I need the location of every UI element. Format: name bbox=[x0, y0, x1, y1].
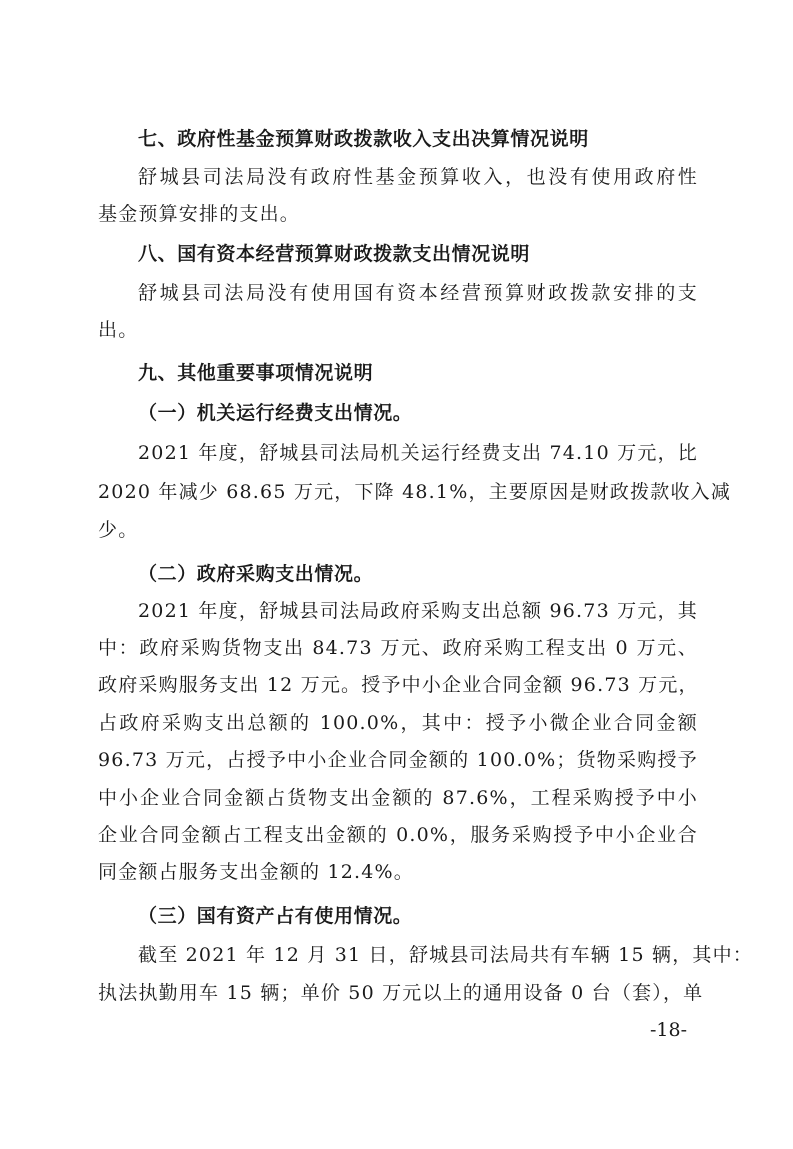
section-heading: （三）国有资产占有使用情况。 bbox=[138, 905, 413, 927]
paragraph-line: 少。 bbox=[98, 519, 139, 541]
paragraph-line: 2021 年度，舒城县司法局机关运行经费支出 74.10 万元，比 bbox=[138, 442, 698, 464]
paragraph-line: 出。 bbox=[98, 319, 139, 341]
paragraph-line: 截至 2021 年 12 月 31 日，舒城县司法局共有车辆 15 辆，其中： bbox=[138, 944, 754, 966]
section-heading: （二）政府采购支出情况。 bbox=[138, 563, 374, 585]
section-heading: （一）机关运行经费支出情况。 bbox=[138, 402, 413, 424]
paragraph-line: 政府采购服务支出 12 万元。授予中小企业合同金额 96.73 万元， bbox=[98, 674, 699, 696]
paragraph-line: 执法执勤用车 15 辆；单价 50 万元以上的通用设备 0 台（套），单 bbox=[98, 982, 704, 1004]
paragraph-line: 占政府采购支出总额的 100.0%，其中：授予小微企业合同金额 bbox=[98, 712, 698, 734]
page-number: -18- bbox=[650, 1019, 688, 1041]
paragraph-line: 2021 年度，舒城县司法局政府采购支出总额 96.73 万元，其 bbox=[138, 600, 698, 622]
paragraph-line: 2020 年减少 68.65 万元，下降 48.1%，主要原因是财政拨款收入减 bbox=[98, 481, 732, 503]
paragraph-line: 96.73 万元，占授予中小企业合同金额的 100.0%；货物采购授予 bbox=[98, 749, 698, 771]
section-heading: 九、其他重要事项情况说明 bbox=[138, 362, 374, 384]
section-heading: 七、政府性基金预算财政拨款收入支出决算情况说明 bbox=[138, 128, 589, 150]
paragraph-line: 舒城县司法局没有政府性基金预算收入，也没有使用政府性 bbox=[138, 166, 698, 188]
paragraph-line: 中：政府采购货物支出 84.73 万元、政府采购工程支出 0 万元、 bbox=[98, 637, 698, 659]
paragraph-line: 中小企业合同金额占货物支出金额的 87.6%，工程采购授予中小 bbox=[98, 787, 698, 809]
paragraph-line: 基金预算安排的支出。 bbox=[98, 203, 301, 225]
paragraph-line: 同金额占服务支出金额的 12.4%。 bbox=[98, 861, 414, 883]
paragraph-line: 企业合同金额占工程支出金额的 0.0%，服务采购授予中小企业合 bbox=[98, 824, 698, 846]
section-heading: 八、国有资本经营预算财政拨款支出情况说明 bbox=[138, 243, 531, 265]
paragraph-line: 舒城县司法局没有使用国有资本经营预算财政拨款安排的支 bbox=[138, 282, 698, 304]
